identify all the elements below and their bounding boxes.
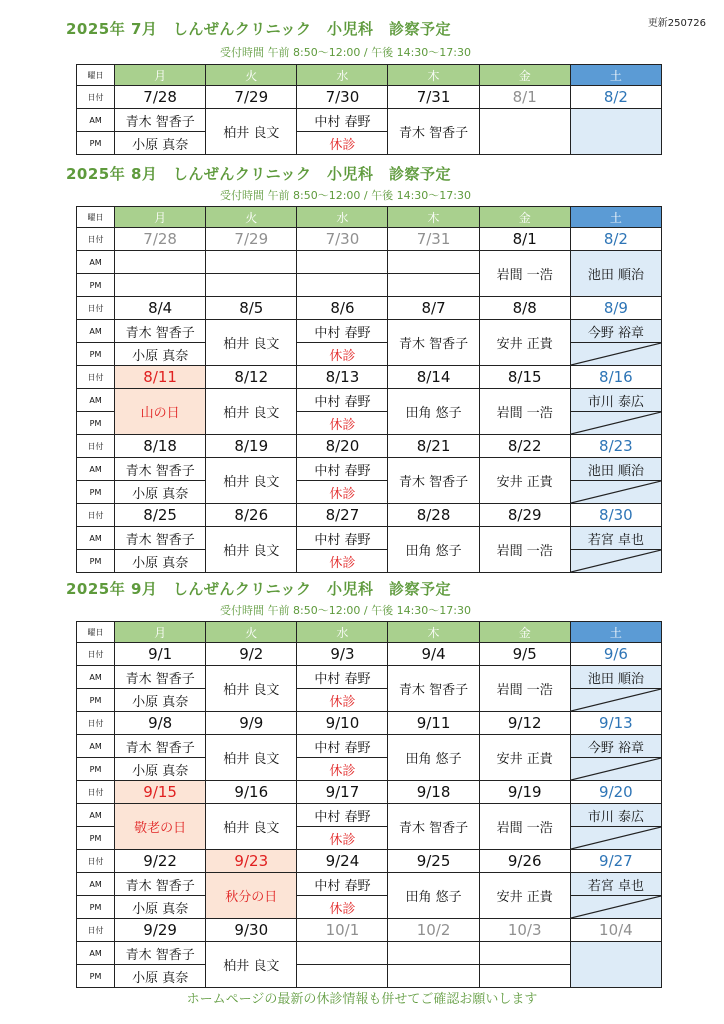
doctor-cell: 岩間 一浩 bbox=[479, 666, 570, 712]
date-cell: 9/15 bbox=[115, 781, 206, 804]
row-label-date: 日付 bbox=[77, 781, 115, 804]
date-cell: 8/29 bbox=[479, 504, 570, 527]
july-schedule-table bbox=[76, 64, 662, 155]
date-cell: 9/12 bbox=[479, 712, 570, 735]
weekday-header: 月 bbox=[115, 207, 206, 228]
date-cell: 8/6 bbox=[297, 297, 388, 320]
row-label-pm: PM bbox=[77, 132, 115, 155]
weekday-header: 火 bbox=[206, 622, 297, 643]
date-cell: 7/30 bbox=[297, 228, 388, 251]
date-cell: 8/15 bbox=[479, 366, 570, 389]
date-cell: 8/1 bbox=[479, 228, 570, 251]
doctor-cell: 柏井 良文 bbox=[206, 527, 297, 573]
saturday-pm-closed bbox=[570, 896, 661, 919]
row-label-am: AM bbox=[77, 873, 115, 896]
am-row bbox=[77, 320, 662, 343]
date-cell: 9/9 bbox=[206, 712, 297, 735]
am-doctor-cell bbox=[297, 942, 388, 965]
august-schedule-table bbox=[76, 206, 662, 573]
saturday-am-doctor: 今野 裕章 bbox=[570, 320, 661, 343]
july-hours: 受付時間 午前 8:50〜12:00 / 午後 14:30〜17:30 bbox=[220, 46, 471, 59]
pm-row bbox=[77, 481, 662, 504]
weekday-header: 火 bbox=[206, 207, 297, 228]
weekday-header: 水 bbox=[297, 207, 388, 228]
august-hours: 受付時間 午前 8:50〜12:00 / 午後 14:30〜17:30 bbox=[220, 189, 471, 202]
row-label-am: AM bbox=[77, 804, 115, 827]
july-title: 2025年 7月 しんぜんクリニック 小児科 診察予定 bbox=[66, 20, 452, 38]
weekday-header: 金 bbox=[479, 622, 570, 643]
weekday-header: 金 bbox=[479, 207, 570, 228]
pm-doctor-cell: 小原 真奈 bbox=[115, 550, 206, 573]
am-doctor-cell: 青木 智香子 bbox=[115, 527, 206, 550]
doctor-cell: 岩間 一浩 bbox=[479, 251, 570, 297]
date-row bbox=[77, 850, 662, 873]
pm-doctor-cell bbox=[479, 965, 570, 988]
holiday-cell: 敬老の日 bbox=[115, 804, 206, 850]
date-cell: 8/9 bbox=[570, 297, 661, 320]
date-row bbox=[77, 712, 662, 735]
date-cell: 8/11 bbox=[115, 366, 206, 389]
am-row bbox=[77, 389, 662, 412]
row-label-date: 日付 bbox=[77, 366, 115, 389]
am-doctor-cell bbox=[206, 251, 297, 274]
date-cell: 8/8 bbox=[479, 297, 570, 320]
row-label-am: AM bbox=[77, 735, 115, 758]
date-cell: 7/30 bbox=[297, 86, 388, 109]
row-label-date: 日付 bbox=[77, 504, 115, 527]
pm-closed-cell: 休診 bbox=[297, 758, 388, 781]
date-cell: 9/16 bbox=[206, 781, 297, 804]
date-cell: 9/6 bbox=[570, 643, 661, 666]
am-doctor-cell: 中村 春野 bbox=[297, 320, 388, 343]
date-row bbox=[77, 435, 662, 458]
row-label-am: AM bbox=[77, 458, 115, 481]
pm-row bbox=[77, 343, 662, 366]
am-doctor-cell bbox=[115, 251, 206, 274]
am-doctor-cell: 中村 春野 bbox=[297, 735, 388, 758]
date-cell: 8/20 bbox=[297, 435, 388, 458]
doctor-cell: 柏井 良文 bbox=[206, 389, 297, 435]
row-label-date: 日付 bbox=[77, 297, 115, 320]
date-cell: 8/30 bbox=[570, 504, 661, 527]
date-cell: 9/22 bbox=[115, 850, 206, 873]
pm-closed-cell: 休診 bbox=[297, 689, 388, 712]
am-doctor-cell: 中村 春野 bbox=[297, 109, 388, 132]
diagonal-line-icon bbox=[571, 827, 661, 849]
date-cell: 7/29 bbox=[206, 228, 297, 251]
footer-note: ホームページの最新の休診情報も併せてご確認お願いします bbox=[186, 992, 538, 1007]
am-row bbox=[77, 804, 662, 827]
am-row bbox=[77, 873, 662, 896]
doctor-cell: 安井 正貴 bbox=[479, 320, 570, 366]
saturday-pm-closed bbox=[570, 758, 661, 781]
date-cell: 9/4 bbox=[388, 643, 479, 666]
date-cell: 8/16 bbox=[570, 366, 661, 389]
pm-doctor-cell bbox=[388, 274, 479, 297]
doctor-cell: 田角 悠子 bbox=[388, 735, 479, 781]
date-row bbox=[77, 781, 662, 804]
date-cell: 7/31 bbox=[388, 86, 479, 109]
date-cell: 8/2 bbox=[570, 228, 661, 251]
row-label-pm: PM bbox=[77, 689, 115, 712]
header-row bbox=[77, 65, 662, 86]
saturday-pm-closed bbox=[570, 550, 661, 573]
date-cell: 7/28 bbox=[115, 86, 206, 109]
saturday-am-doctor: 市川 泰広 bbox=[570, 804, 661, 827]
pm-doctor-cell bbox=[206, 274, 297, 297]
am-doctor-cell bbox=[479, 942, 570, 965]
date-cell: 9/26 bbox=[479, 850, 570, 873]
doctor-cell: 柏井 良文 bbox=[206, 735, 297, 781]
date-row bbox=[77, 297, 662, 320]
september-schedule-table bbox=[76, 621, 662, 988]
row-label-date: 日付 bbox=[77, 919, 115, 942]
saturday-am-doctor bbox=[570, 109, 661, 155]
weekday-header: 木 bbox=[388, 65, 479, 86]
date-cell: 8/12 bbox=[206, 366, 297, 389]
date-cell: 9/8 bbox=[115, 712, 206, 735]
saturday-am-doctor: 市川 泰広 bbox=[570, 389, 661, 412]
pm-closed-cell: 休診 bbox=[297, 132, 388, 155]
date-row bbox=[77, 643, 662, 666]
doctor-cell: 田角 悠子 bbox=[388, 873, 479, 919]
doctor-cell: 安井 正貴 bbox=[479, 873, 570, 919]
date-cell: 7/29 bbox=[206, 86, 297, 109]
date-row bbox=[77, 919, 662, 942]
weekday-header: 月 bbox=[115, 65, 206, 86]
row-label-am: AM bbox=[77, 942, 115, 965]
weekday-header: 木 bbox=[388, 207, 479, 228]
row-label-am: AM bbox=[77, 320, 115, 343]
diagonal-line-icon bbox=[571, 689, 661, 711]
saturday-pm-closed bbox=[570, 689, 661, 712]
pm-doctor-cell: 小原 真奈 bbox=[115, 896, 206, 919]
date-cell: 8/2 bbox=[570, 86, 661, 109]
update-label: 更新250726 bbox=[647, 18, 706, 29]
am-doctor-cell: 青木 智香子 bbox=[115, 666, 206, 689]
august-title: 2025年 8月 しんぜんクリニック 小児科 診察予定 bbox=[66, 165, 452, 183]
doctor-cell: 田角 悠子 bbox=[388, 527, 479, 573]
saturday-am-doctor: 池田 順治 bbox=[570, 666, 661, 689]
date-cell: 8/23 bbox=[570, 435, 661, 458]
date-cell: 10/2 bbox=[388, 919, 479, 942]
am-row bbox=[77, 458, 662, 481]
date-cell: 8/4 bbox=[115, 297, 206, 320]
am-doctor-cell: 青木 智香子 bbox=[115, 320, 206, 343]
weekday-header: 月 bbox=[115, 622, 206, 643]
doctor-cell: 岩間 一浩 bbox=[479, 804, 570, 850]
row-label-date: 日付 bbox=[77, 228, 115, 251]
row-label-date: 日付 bbox=[77, 86, 115, 109]
header-row bbox=[77, 622, 662, 643]
am-doctor-cell bbox=[297, 251, 388, 274]
diagonal-line-icon bbox=[571, 758, 661, 780]
doctor-cell: 柏井 良文 bbox=[206, 320, 297, 366]
saturday-pm-closed bbox=[570, 343, 661, 366]
date-cell: 8/22 bbox=[479, 435, 570, 458]
am-doctor-cell: 青木 智香子 bbox=[115, 735, 206, 758]
row-label-date: 日付 bbox=[77, 850, 115, 873]
september-title: 2025年 9月 しんぜんクリニック 小児科 診察予定 bbox=[66, 580, 452, 598]
doctor-cell: 柏井 良文 bbox=[206, 109, 297, 155]
doctor-cell: 柏井 良文 bbox=[206, 458, 297, 504]
date-cell: 10/4 bbox=[570, 919, 661, 942]
row-label-date: 日付 bbox=[77, 712, 115, 735]
saturday-am-doctor bbox=[570, 942, 661, 988]
row-label-pm: PM bbox=[77, 965, 115, 988]
diagonal-line-icon bbox=[571, 481, 661, 503]
pm-closed-cell: 休診 bbox=[297, 343, 388, 366]
row-label-am: AM bbox=[77, 666, 115, 689]
weekday-header: 金 bbox=[479, 65, 570, 86]
pm-doctor-cell: 小原 真奈 bbox=[115, 343, 206, 366]
row-label-pm: PM bbox=[77, 481, 115, 504]
doctor-cell: 田角 悠子 bbox=[388, 389, 479, 435]
pm-row bbox=[77, 758, 662, 781]
am-doctor-cell: 中村 春野 bbox=[297, 389, 388, 412]
holiday-cell: 秋分の日 bbox=[206, 873, 297, 919]
date-cell: 8/26 bbox=[206, 504, 297, 527]
date-cell: 8/25 bbox=[115, 504, 206, 527]
am-doctor-cell: 中村 春野 bbox=[297, 666, 388, 689]
row-label-pm: PM bbox=[77, 343, 115, 366]
date-cell: 9/17 bbox=[297, 781, 388, 804]
am-doctor-cell: 中村 春野 bbox=[297, 458, 388, 481]
row-label-pm: PM bbox=[77, 550, 115, 573]
date-cell: 9/23 bbox=[206, 850, 297, 873]
am-doctor-cell: 中村 春野 bbox=[297, 873, 388, 896]
date-cell: 8/21 bbox=[388, 435, 479, 458]
date-cell: 10/1 bbox=[297, 919, 388, 942]
date-row bbox=[77, 504, 662, 527]
saturday-am-doctor: 今野 裕章 bbox=[570, 735, 661, 758]
pm-row bbox=[77, 689, 662, 712]
pm-doctor-cell: 小原 真奈 bbox=[115, 689, 206, 712]
saturday-am-doctor: 池田 順治 bbox=[570, 458, 661, 481]
pm-closed-cell: 休診 bbox=[297, 412, 388, 435]
row-label-date: 日付 bbox=[77, 643, 115, 666]
saturday-pm-closed bbox=[570, 412, 661, 435]
doctor-cell: 青木 智香子 bbox=[388, 458, 479, 504]
saturday-pm-closed bbox=[570, 827, 661, 850]
date-cell: 8/28 bbox=[388, 504, 479, 527]
doctor-cell: 安井 正貴 bbox=[479, 458, 570, 504]
diagonal-line-icon bbox=[571, 550, 661, 572]
row-label-pm: PM bbox=[77, 274, 115, 297]
date-cell: 8/7 bbox=[388, 297, 479, 320]
date-cell: 8/18 bbox=[115, 435, 206, 458]
date-cell: 7/28 bbox=[115, 228, 206, 251]
am-doctor-cell bbox=[388, 942, 479, 965]
saturday-am-doctor: 若宮 卓也 bbox=[570, 873, 661, 896]
date-cell: 9/13 bbox=[570, 712, 661, 735]
date-cell: 7/31 bbox=[388, 228, 479, 251]
date-cell: 9/25 bbox=[388, 850, 479, 873]
pm-doctor-cell bbox=[297, 274, 388, 297]
weekday-header: 土 bbox=[570, 65, 661, 86]
row-label-pm: PM bbox=[77, 896, 115, 919]
date-cell: 8/13 bbox=[297, 366, 388, 389]
date-cell: 9/1 bbox=[115, 643, 206, 666]
pm-doctor-cell bbox=[388, 965, 479, 988]
date-cell: 9/3 bbox=[297, 643, 388, 666]
date-cell: 8/14 bbox=[388, 366, 479, 389]
doctor-cell: 柏井 良文 bbox=[206, 666, 297, 712]
row-label-pm: PM bbox=[77, 827, 115, 850]
am-row bbox=[77, 666, 662, 689]
date-cell: 8/1 bbox=[479, 86, 570, 109]
date-row bbox=[77, 366, 662, 389]
pm-doctor-cell bbox=[115, 274, 206, 297]
date-cell: 9/18 bbox=[388, 781, 479, 804]
date-cell: 9/11 bbox=[388, 712, 479, 735]
date-cell: 10/3 bbox=[479, 919, 570, 942]
doctor-cell: 岩間 一浩 bbox=[479, 527, 570, 573]
doctor-cell bbox=[479, 109, 570, 155]
pm-closed-cell: 休診 bbox=[297, 481, 388, 504]
date-row bbox=[77, 86, 662, 109]
diagonal-line-icon bbox=[571, 343, 661, 365]
am-doctor-cell: 中村 春野 bbox=[297, 527, 388, 550]
doctor-cell: 柏井 良文 bbox=[206, 942, 297, 988]
saturday-am-doctor: 池田 順治 bbox=[570, 251, 661, 297]
pm-row bbox=[77, 896, 662, 919]
am-doctor-cell: 青木 智香子 bbox=[115, 873, 206, 896]
row-label-am: AM bbox=[77, 251, 115, 274]
saturday-am-doctor: 若宮 卓也 bbox=[570, 527, 661, 550]
pm-doctor-cell bbox=[297, 965, 388, 988]
am-row bbox=[77, 735, 662, 758]
weekday-header: 水 bbox=[297, 622, 388, 643]
pm-closed-cell: 休診 bbox=[297, 896, 388, 919]
pm-row bbox=[77, 550, 662, 573]
header-row bbox=[77, 207, 662, 228]
doctor-cell: 青木 智香子 bbox=[388, 666, 479, 712]
holiday-cell: 山の日 bbox=[115, 389, 206, 435]
pm-closed-cell: 休診 bbox=[297, 827, 388, 850]
pm-doctor-cell: 小原 真奈 bbox=[115, 132, 206, 155]
am-doctor-cell: 青木 智香子 bbox=[115, 942, 206, 965]
weekday-header: 水 bbox=[297, 65, 388, 86]
row-label-pm: PM bbox=[77, 758, 115, 781]
am-doctor-cell: 青木 智香子 bbox=[115, 109, 206, 132]
doctor-cell: 岩間 一浩 bbox=[479, 389, 570, 435]
weekday-header-label: 曜日 bbox=[77, 207, 115, 228]
row-label-am: AM bbox=[77, 389, 115, 412]
am-row bbox=[77, 109, 662, 132]
row-label-am: AM bbox=[77, 109, 115, 132]
am-row bbox=[77, 527, 662, 550]
date-row bbox=[77, 228, 662, 251]
date-cell: 8/27 bbox=[297, 504, 388, 527]
weekday-header: 土 bbox=[570, 622, 661, 643]
weekday-header: 木 bbox=[388, 622, 479, 643]
date-cell: 9/10 bbox=[297, 712, 388, 735]
date-cell: 9/30 bbox=[206, 919, 297, 942]
am-doctor-cell: 中村 春野 bbox=[297, 804, 388, 827]
doctor-cell: 青木 智香子 bbox=[388, 804, 479, 850]
pm-closed-cell: 休診 bbox=[297, 550, 388, 573]
pm-doctor-cell: 小原 真奈 bbox=[115, 965, 206, 988]
date-cell: 8/5 bbox=[206, 297, 297, 320]
diagonal-line-icon bbox=[571, 412, 661, 434]
doctor-cell: 柏井 良文 bbox=[206, 804, 297, 850]
diagonal-line-icon bbox=[571, 896, 661, 918]
date-cell: 9/24 bbox=[297, 850, 388, 873]
weekday-header-label: 曜日 bbox=[77, 622, 115, 643]
row-label-date: 日付 bbox=[77, 435, 115, 458]
date-cell: 9/2 bbox=[206, 643, 297, 666]
doctor-cell: 青木 智香子 bbox=[388, 109, 479, 155]
weekday-header: 土 bbox=[570, 207, 661, 228]
am-row bbox=[77, 251, 662, 274]
pm-doctor-cell: 小原 真奈 bbox=[115, 481, 206, 504]
doctor-cell: 青木 智香子 bbox=[388, 320, 479, 366]
date-cell: 8/19 bbox=[206, 435, 297, 458]
pm-doctor-cell: 小原 真奈 bbox=[115, 758, 206, 781]
row-label-pm: PM bbox=[77, 412, 115, 435]
doctor-cell: 安井 正貴 bbox=[479, 735, 570, 781]
date-cell: 9/20 bbox=[570, 781, 661, 804]
date-cell: 9/5 bbox=[479, 643, 570, 666]
weekday-header: 火 bbox=[206, 65, 297, 86]
am-doctor-cell: 青木 智香子 bbox=[115, 458, 206, 481]
date-cell: 9/27 bbox=[570, 850, 661, 873]
am-doctor-cell bbox=[388, 251, 479, 274]
saturday-pm-closed bbox=[570, 481, 661, 504]
september-hours: 受付時間 午前 8:50〜12:00 / 午後 14:30〜17:30 bbox=[220, 604, 471, 617]
date-cell: 9/19 bbox=[479, 781, 570, 804]
row-label-am: AM bbox=[77, 527, 115, 550]
weekday-header-label: 曜日 bbox=[77, 65, 115, 86]
am-row bbox=[77, 942, 662, 965]
date-cell: 9/29 bbox=[115, 919, 206, 942]
